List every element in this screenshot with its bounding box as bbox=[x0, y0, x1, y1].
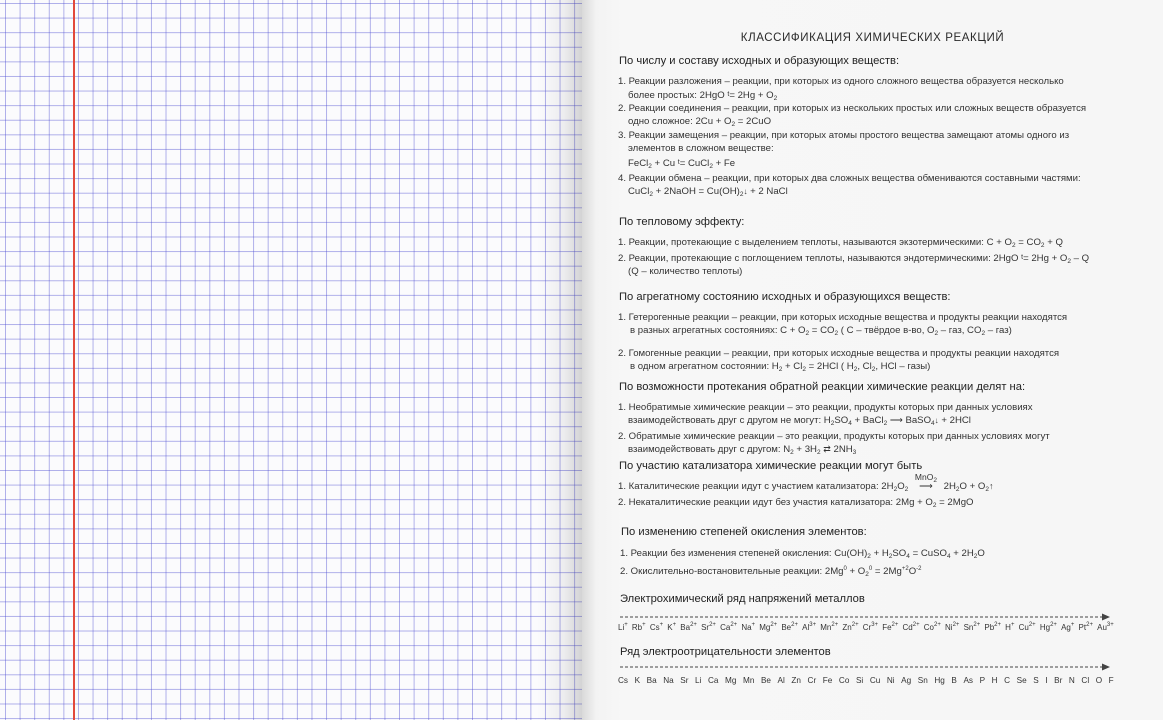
element-symbol: Ni bbox=[886, 676, 895, 685]
element-symbol: Ba bbox=[646, 676, 657, 685]
element-symbol: Be bbox=[760, 676, 771, 685]
metal-symbol: Cd bbox=[902, 623, 913, 632]
element-symbol: Zn bbox=[791, 676, 801, 685]
element-symbol: Mn bbox=[743, 676, 755, 685]
item-reversible: 2. Обратимые химические реакции – это реакции, продукты которых при данных условиях могут взаимодействовать друг с другом: $N_2 + 3H_2$ ⇄ $2NH_3$ bbox=[618, 431, 1050, 457]
element-symbol: Li bbox=[695, 676, 702, 685]
metal-ion bbox=[802, 623, 816, 632]
term-catalytic: 1. Каталитические bbox=[618, 481, 700, 492]
item-no-oxidation-change: 1. Реакции без изменения степеней окисления: $Cu(OH)_2 + H_2SO_4$ = CuSO$_4$ + $2H_2O$ bbox=[620, 548, 985, 560]
metal-ion bbox=[759, 623, 777, 632]
element-symbol: Ca bbox=[708, 676, 719, 685]
element-symbol: Cr bbox=[807, 676, 817, 685]
metal-symbol: K bbox=[667, 623, 673, 632]
metal-charge: 2+ bbox=[1086, 622, 1093, 628]
metal-ion bbox=[650, 623, 663, 632]
term-reversible: 2. Обратимые химические реакции bbox=[618, 431, 775, 442]
element-symbol: Si bbox=[855, 676, 864, 685]
metal-charge: 2+ bbox=[912, 622, 920, 628]
element-symbol: As bbox=[963, 676, 974, 685]
note-heterogeneous: ( C – твёрдое в-во, O bbox=[840, 325, 935, 337]
definition-exchange: – реакции, при которых два сложных вещества обмениваются составными частями: bbox=[701, 173, 1081, 184]
definition-homogeneous: – реакции, при которых исходные вещества и продукты реакции находятся bbox=[721, 348, 1060, 359]
metal-ion bbox=[882, 623, 898, 632]
metal-ion bbox=[632, 623, 646, 632]
metal-symbol: Ag bbox=[1061, 623, 1071, 632]
element-symbol: B bbox=[951, 676, 957, 685]
metal-symbol: H bbox=[1005, 623, 1011, 632]
metal-ion bbox=[680, 623, 697, 632]
metal-charge: + bbox=[659, 622, 664, 628]
item-exchange bbox=[618, 172, 1081, 199]
metal-charge: + bbox=[642, 622, 646, 628]
metal-charge: 2+ bbox=[770, 622, 778, 628]
q-note: (Q – количество теплоты) bbox=[628, 266, 743, 278]
item-substitution bbox=[618, 129, 1069, 170]
element-symbol: Mg bbox=[725, 676, 737, 685]
section-heading-aggregate: По агрегатному состоянию исходных и образующихся веществ: bbox=[619, 291, 951, 303]
element-symbol: C bbox=[1004, 676, 1011, 685]
metal-symbol: Pb bbox=[984, 623, 995, 632]
item-exothermic: 1. Реакции, протекающие с выделением теплоты, называются экзотермическими: $C + O_2 = CO_2 + Q$ bbox=[618, 237, 1063, 249]
definition-catalytic: реакции идут с участием катализатора: 2H bbox=[699, 481, 894, 492]
item-heterogeneous: 1. Гетерогенные реакции – реакции, при которых исходные вещества и продукты реакции находятся в разных агрегатных состояниях: $C + O_2 = CO_2$ ( C – твёрдое в-во, $O_2$ – газ, $CO_2 - газ$) bbox=[618, 312, 1068, 338]
example-no-oxidation-change: Cu(OH) bbox=[831, 548, 868, 559]
metal-series-arrow bbox=[620, 612, 1110, 622]
term-decomposition: 1. Реакции разложения bbox=[618, 76, 722, 87]
element-symbol: Ag bbox=[901, 676, 912, 685]
example-exchange: CuCl$_2$ + 2NaOH = $Cu(OH)_2↓ + 2$ NaCl bbox=[628, 186, 788, 199]
section-heading-metal-series: Электрохимический ряд напряжений металлов bbox=[620, 593, 865, 605]
metal-symbol: Na bbox=[741, 623, 752, 632]
element-symbol: Sr bbox=[680, 676, 689, 685]
section-heading-composition: По числу и составу исходных и образующих веществ: bbox=[619, 55, 900, 67]
metal-symbol: Rb bbox=[631, 623, 643, 632]
metal-ion bbox=[1040, 623, 1057, 632]
section-heading-catalysis: По участию катализатора химические реакции могут быть bbox=[619, 460, 923, 472]
element-symbol: I bbox=[1045, 676, 1048, 685]
example-substitution: FeCl$_2$ + Cu $^t$= CuCl$_2$ + Fe bbox=[628, 157, 736, 170]
metal-ion bbox=[1019, 623, 1036, 632]
metal-ion bbox=[945, 623, 959, 632]
metal-symbol: Ca bbox=[720, 623, 731, 632]
metal-symbol: Cs bbox=[649, 623, 660, 632]
term-exothermic: экзотермическими bbox=[899, 237, 982, 248]
metal-symbol: Al bbox=[802, 623, 810, 632]
element-symbol: Cu bbox=[869, 676, 881, 685]
metal-series bbox=[618, 623, 1114, 632]
metal-charge: 3+ bbox=[809, 622, 817, 628]
metal-ion bbox=[1005, 623, 1014, 632]
term-homogeneous: 2. Гомогенные реакции bbox=[618, 348, 722, 359]
metal-symbol: Cr bbox=[862, 623, 872, 632]
example-irreversible: взаимодействовать друг с другом не могут: H bbox=[628, 415, 831, 427]
element-symbol: Cs bbox=[618, 676, 629, 685]
metal-symbol: Mn bbox=[820, 623, 832, 632]
example-compound: одно сложное: 2Cu + O bbox=[628, 116, 732, 128]
metal-charge: 3+ bbox=[1106, 622, 1114, 628]
term-redox: 2. Окислительно-востановительные реакции: bbox=[620, 566, 823, 577]
metal-symbol: Au bbox=[1097, 623, 1107, 632]
section-heading-oxidation: По изменению степеней окисления элементов: bbox=[621, 526, 867, 538]
definition-substitution: – реакции, при которых атомы простого вещества замещают атомы одного из bbox=[719, 130, 1070, 141]
metal-charge: 2+ bbox=[791, 622, 798, 628]
endothermic-text: 2. Реакции, протекающие с поглощением теплоты, называются bbox=[618, 253, 904, 264]
term-heterogeneous: 1. Гетерогенные реакции bbox=[618, 312, 730, 323]
metal-symbol: Cu bbox=[1018, 623, 1029, 632]
item-endothermic: 2. Реакции, протекающие с поглощением теплоты, называются эндотермическими: 2HgO $^t= 2Hg + O_2 - Q$ (Q – количество теплоты) bbox=[618, 253, 1090, 278]
metal-charge: 2+ bbox=[1050, 622, 1057, 628]
metal-symbol: Sr bbox=[701, 623, 710, 632]
metal-ion bbox=[618, 623, 628, 632]
element-symbol: N bbox=[1068, 676, 1075, 685]
example-heterogeneous: в разных агрегатных состояниях: C + O bbox=[630, 325, 806, 337]
element-symbol: Co bbox=[838, 676, 850, 685]
metal-symbol: Ba bbox=[680, 623, 691, 632]
metal-symbol: Hg bbox=[1039, 623, 1051, 632]
metal-ion bbox=[781, 623, 798, 632]
page-title: КЛАССИФИКАЦИЯ ХИМИЧЕСКИХ РЕАКЦИЙ bbox=[740, 32, 1005, 44]
term-irreversible: 1. Необратимые химические реакции bbox=[618, 402, 785, 413]
section-heading-thermal: По тепловому эффекту: bbox=[619, 216, 745, 228]
element-symbol: O bbox=[1095, 676, 1103, 685]
metal-ion bbox=[1097, 623, 1114, 632]
item-noncatalytic: 2. Некаталитические реакции идут без участия катализатора: $2Mg + O_2 = 2MgO$ bbox=[618, 497, 974, 509]
metal-ion bbox=[903, 623, 920, 632]
metal-ion bbox=[924, 623, 941, 632]
metal-charge: 2+ bbox=[952, 622, 960, 628]
metal-ion bbox=[842, 623, 858, 632]
item-irreversible: 1. Необратимые химические реакции – это реакции, продукты которых при данных условиях взаимодействовать друг с другом не могут: $H_2SO_4$ + BaCl$_2$ ⟶ BaSO$_4$↓ + 2HCl bbox=[618, 402, 1033, 428]
item-catalytic: 1. Каталитические реакции идут с участием катализатора: $2H_2O_2$ MnO$_2$ ⟶ $2H_2O$ + $O_2↑$ bbox=[618, 472, 994, 493]
metal-ion bbox=[984, 623, 1001, 632]
substitution-continuation: элементов в сложном веществе: bbox=[628, 143, 774, 155]
term-noncatalytic: 2. Некаталитические bbox=[618, 497, 711, 508]
example-homogeneous: в одном агрегатном состоянии: H bbox=[630, 361, 779, 373]
metal-charge: 2+ bbox=[851, 622, 859, 628]
metal-symbol: Sn bbox=[963, 623, 974, 632]
example-reversible: взаимодействовать друг с другом: N bbox=[628, 444, 791, 456]
term-substitution: 3. Реакции замещения bbox=[618, 130, 720, 141]
definition-irreversible: – это реакции, продукты которых при данных условиях bbox=[784, 402, 1033, 413]
element-symbol: P bbox=[979, 676, 986, 685]
metal-charge: 2+ bbox=[690, 622, 697, 628]
example-redox: 2Mg bbox=[822, 566, 844, 577]
metal-charge: 2+ bbox=[831, 622, 839, 628]
metal-symbol: Li bbox=[618, 623, 625, 632]
metal-ion bbox=[964, 623, 981, 632]
metal-charge: 2+ bbox=[973, 622, 981, 628]
electronegativity-series bbox=[618, 676, 1114, 685]
metal-charge: 2+ bbox=[1028, 622, 1036, 628]
metal-symbol: Zn bbox=[842, 623, 852, 632]
item-redox: 2. Окислительно-востановительные реакции: $2Mg^0 + O_2^0 = 2Mg^{+2}O^{-2}$ bbox=[620, 566, 922, 578]
element-symbol: Fe bbox=[822, 676, 833, 685]
metal-charge: 3+ bbox=[871, 622, 879, 628]
term-compound: 2. Реакции соединения bbox=[618, 103, 722, 114]
term-exchange: 4. Реакции обмена bbox=[618, 173, 702, 184]
metal-symbol: Be bbox=[781, 623, 792, 632]
element-symbol: Sn bbox=[917, 676, 928, 685]
example-decomposition: более простых: 2HgO bbox=[628, 90, 725, 102]
element-symbol: Al bbox=[777, 676, 785, 685]
term-endothermic: эндотермическими bbox=[903, 253, 989, 264]
element-symbol: Se bbox=[1016, 676, 1027, 685]
metal-ion bbox=[863, 623, 878, 632]
definition-noncatalytic: реакции идут без участия катализатора: 2Mg + O bbox=[710, 497, 933, 508]
metal-charge: 2+ bbox=[934, 622, 941, 628]
element-symbol: Cl bbox=[1081, 676, 1090, 685]
margin-line bbox=[73, 0, 75, 720]
metal-ion bbox=[741, 623, 755, 632]
metal-charge: + bbox=[624, 622, 628, 628]
element-symbol: Na bbox=[663, 676, 674, 685]
item-homogeneous: 2. Гомогенные реакции – реакции, при которых исходные вещества и продукты реакции находятся в одном агрегатном состоянии: $H_2 + Cl_2 = 2HCl$ ( $H_2$, $Cl_2$, HCl – газы) bbox=[618, 348, 1060, 374]
item-compound: 2. Реакции соединения – реакции, при которых из нескольких простых или сложных веществ образуется одно сложное: $2Cu + O_2 = 2CuO$ bbox=[618, 103, 1087, 129]
metal-ion bbox=[667, 623, 676, 632]
metal-charge: 2+ bbox=[730, 622, 738, 628]
metal-charge: + bbox=[751, 622, 756, 628]
reference-page bbox=[582, 0, 1163, 720]
item-decomposition: 1. Реакции разложения – реакции, при которых из одного сложного вещества образуется несколько более простых: 2HgO $^t= 2Hg + O_2$ bbox=[618, 76, 1064, 103]
metal-symbol: Pt bbox=[1078, 623, 1087, 632]
element-symbol: K bbox=[634, 676, 641, 685]
metal-symbol: Co bbox=[923, 623, 934, 632]
metal-symbol: Ni bbox=[945, 623, 953, 632]
electronegativity-arrow bbox=[620, 662, 1110, 672]
metal-ion bbox=[720, 623, 737, 632]
definition-reversible: – это реакции, продукты которых при данных условиях могут bbox=[774, 431, 1050, 442]
catalyst-label: MnO bbox=[914, 472, 934, 482]
element-symbol: F bbox=[1108, 676, 1114, 685]
metal-ion bbox=[1079, 623, 1093, 632]
metal-charge: + bbox=[1070, 622, 1075, 628]
element-symbol: H bbox=[991, 676, 998, 685]
metal-ion bbox=[1061, 623, 1074, 632]
definition-heterogeneous: – реакции, при которых исходные вещества и продукты реакции находятся bbox=[729, 312, 1068, 323]
exothermic-text: 1. Реакции, протекающие с выделением теплоты, называются bbox=[618, 237, 900, 248]
section-heading-electronegativity: Ряд электроотрицательности элементов bbox=[620, 646, 831, 658]
definition-compound: – реакции, при которых из нескольких простых или сложных веществ образуется bbox=[721, 103, 1087, 114]
term-no-oxidation-change: 1. Реакции без изменения степеней окисления: bbox=[620, 548, 832, 559]
element-symbol: S bbox=[1033, 676, 1039, 685]
metal-charge: 2+ bbox=[994, 622, 1001, 628]
definition-decomposition: – реакции, при которых из одного сложного вещества образуется несколько bbox=[721, 76, 1064, 87]
section-heading-reversibility: По возможности протекания обратной реакции химические реакции делят на: bbox=[619, 381, 1026, 393]
element-symbol: Br bbox=[1054, 676, 1063, 685]
metal-ion bbox=[820, 623, 838, 632]
metal-charge: + bbox=[672, 622, 677, 628]
element-symbol: Hg bbox=[934, 676, 945, 685]
metal-symbol: Fe bbox=[882, 623, 892, 632]
metal-symbol: Mg bbox=[759, 623, 771, 632]
metal-ion bbox=[701, 623, 716, 632]
metal-charge: 2+ bbox=[891, 622, 899, 628]
metal-charge: + bbox=[1010, 622, 1015, 628]
metal-charge: 2+ bbox=[709, 622, 716, 628]
